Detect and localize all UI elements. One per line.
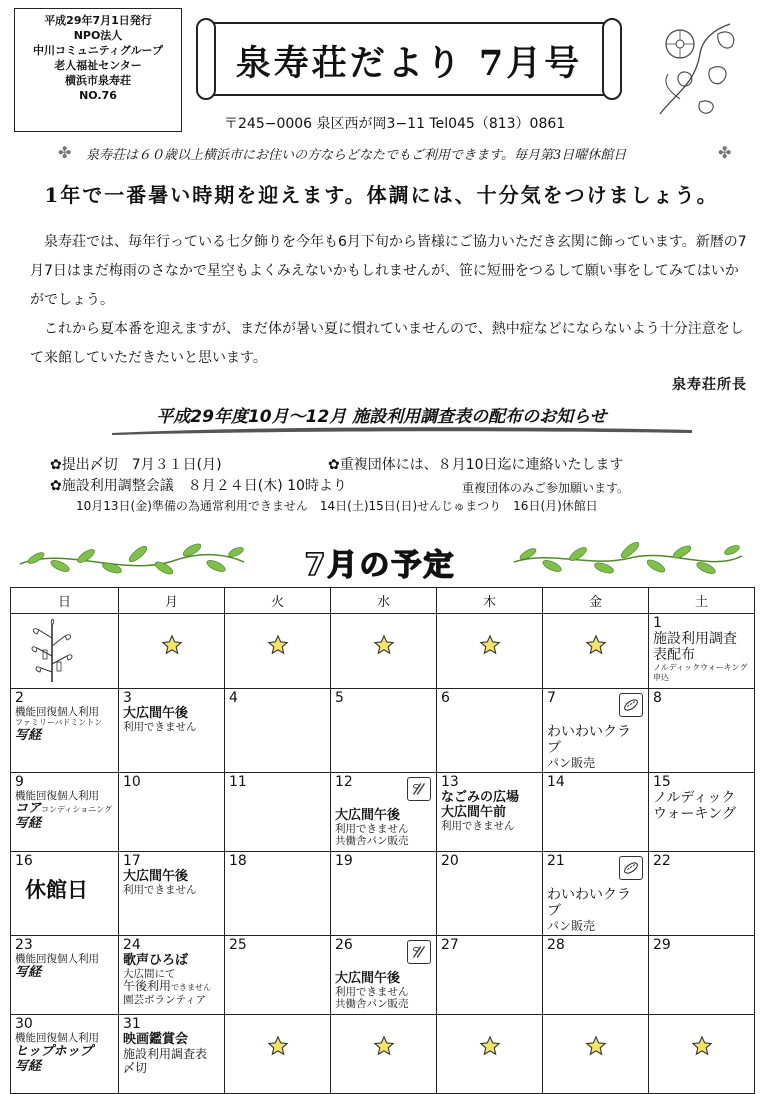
star-icon [653, 1035, 750, 1060]
event-text: 機能回復個人利用 [15, 953, 99, 965]
event-text: 写経 [15, 816, 42, 831]
clover-icon: ✤ [58, 143, 72, 162]
star-icon [229, 1035, 326, 1060]
calendar-day-22 [649, 852, 755, 936]
day-number: 4 [229, 690, 238, 706]
event-text: 施設利用調査 [653, 631, 737, 647]
day-number: 20 [441, 853, 459, 869]
day-number: 13 [441, 774, 459, 790]
calendar-day-19 [331, 852, 437, 936]
weekday-fri: 金 [543, 588, 649, 614]
day-number: 2 [15, 690, 24, 706]
event-note: 利用できません [123, 721, 197, 733]
calendar-day-3 [119, 689, 225, 773]
event-note: 午後利用 [123, 979, 172, 993]
day-number: 30 [15, 1016, 33, 1032]
meeting-note: 重複団体のみご参加願います。 [462, 481, 630, 495]
star-icon [441, 634, 538, 659]
bread-icon [619, 856, 643, 880]
duplicate-notice: ✿重複団体には、８月10日迄に連絡いたします [328, 457, 624, 473]
calendar-day-17 [119, 852, 225, 936]
calendar-day-20 [437, 852, 543, 936]
submission-deadline: ✿提出〆切 7月３１日(月) [50, 457, 222, 473]
day-number: 5 [335, 690, 344, 706]
day-number: 28 [547, 937, 565, 953]
calendar-day-27 [437, 936, 543, 1015]
weekday-header [11, 588, 755, 614]
calendar-week [11, 1015, 755, 1094]
calendar-cell-empty [543, 614, 649, 689]
calendar-cell-empty [543, 1015, 649, 1094]
event-text: パン販売 [547, 919, 596, 933]
day-number: 29 [653, 937, 671, 953]
day-number: 26 [335, 937, 353, 953]
bread-icon [619, 693, 643, 717]
morning-glory-icon [640, 14, 750, 124]
org-name: 中川コミュニティグループ [32, 44, 164, 57]
day-number: 10 [123, 774, 141, 790]
day-number: 27 [441, 937, 459, 953]
calendar-day-15 [649, 773, 755, 852]
event-text: コア [15, 801, 42, 816]
star-icon [335, 1035, 432, 1060]
day-number: 22 [653, 853, 671, 869]
star-icon [123, 634, 220, 659]
vine-icon [16, 538, 248, 580]
event-note: 利用できません [123, 884, 197, 896]
closed-day-label: 休館日 [25, 878, 88, 902]
calendar-day-8 [649, 689, 755, 773]
calendar-week [11, 689, 755, 773]
event-text: 大広間午後 [335, 971, 401, 986]
star-icon [441, 1035, 538, 1060]
calendar-day-26 [331, 936, 437, 1015]
adjustment-meeting: ✿施設利用調整会議 ８月２４日(木) 10時より [50, 478, 347, 494]
calendar-cell-empty [119, 614, 225, 689]
event-note: 利用できません [335, 986, 409, 998]
title-scroll [194, 16, 624, 100]
clover-icon: ✤ [718, 143, 732, 162]
event-note: 共働舎パン販売 [335, 998, 409, 1010]
event-text: 写経 [15, 728, 42, 743]
event-text: 映画鑑賞会 [123, 1032, 189, 1047]
facility-name: 横浜市泉寿荘 [65, 74, 131, 87]
bread-icon [407, 777, 431, 801]
calendar-day-2 [11, 689, 119, 773]
event-text: 大広間午後 [123, 869, 189, 884]
day-number: 21 [547, 853, 565, 869]
calendar-day-1 [649, 614, 755, 689]
event-note: 園芸ボランティア [123, 994, 207, 1006]
event-line [123, 980, 220, 994]
event-note: コンディショニング [41, 805, 113, 814]
org-type: NPO法人 [73, 29, 123, 42]
publisher-box [14, 8, 182, 132]
july-calendar [10, 587, 755, 1094]
calendar-day-18 [225, 852, 331, 936]
day-number: 17 [123, 853, 141, 869]
calendar-day-9 [11, 773, 119, 852]
day-number: 25 [229, 937, 247, 953]
signature: 泉寿荘所長 [672, 377, 747, 393]
calendar-week [11, 936, 755, 1015]
calendar-week [11, 773, 755, 852]
weekday-sun: 日 [11, 588, 119, 614]
calendar-cell-empty [225, 614, 331, 689]
event-note: 施設利用調査表 [123, 1047, 208, 1061]
day-number: 7 [547, 690, 556, 706]
issue-number: NO.76 [79, 89, 117, 102]
calendar-day-13 [437, 773, 543, 852]
calendar-cell-empty [225, 1015, 331, 1094]
event-text: わいわいクラブ [547, 887, 631, 919]
event-text: 大広間午前 [441, 805, 507, 820]
event-note: 利用できません [335, 823, 409, 835]
day-number: 16 [15, 853, 33, 869]
day-number: 18 [229, 853, 247, 869]
event-text: 歌声ひろば [123, 953, 189, 968]
october-schedule: 10月13日(金)準備の為通常利用できません 14日(土)15日(日)せんじゅまつり 16日(月)休館日 [76, 499, 598, 513]
event-note: 〆切 [123, 1061, 148, 1075]
day-number: 23 [15, 937, 33, 953]
day-number: 3 [123, 690, 132, 706]
address-line: 〒245−0006 泉区西が岡3−11 Tel045（813）0861 [224, 116, 566, 132]
day-number: 11 [229, 774, 247, 790]
event-text: パン販売 [547, 756, 596, 770]
day-number: 19 [335, 853, 353, 869]
calendar-week [11, 852, 755, 936]
calendar-day-28 [543, 936, 649, 1015]
event-note: ノルディックウォーキング [653, 663, 748, 672]
event-note: 利用できません [441, 820, 515, 832]
event-text: 表配布 [653, 647, 695, 663]
headline: 1年で一番暑い時期を迎えます。体調には、十分気をつけましょう。 [44, 183, 719, 207]
director-message [30, 228, 748, 373]
calendar-day-21 [543, 852, 649, 936]
weekday-wed: 水 [331, 588, 437, 614]
star-icon [335, 634, 432, 659]
star-icon [547, 634, 644, 659]
newsletter-title: 泉寿荘だより 7月号 [235, 43, 583, 84]
vine-icon [510, 538, 746, 580]
survey-notice-title: 平成29年度10月〜12月 施設利用調査表の配布のお知らせ [156, 407, 607, 427]
day-number: 8 [653, 690, 662, 706]
calendar-day-14 [543, 773, 649, 852]
calendar-day-5 [331, 689, 437, 773]
calendar-week [11, 614, 755, 689]
eligibility-notice: 泉寿荘は６０歳以上横浜市にお住いの方ならどなたでもご利用できます。毎月第3日曜休館日 [86, 148, 627, 163]
event-text: 大広間午後 [335, 808, 401, 823]
event-text: 写経 [15, 1059, 42, 1074]
swoosh-underline [112, 424, 692, 436]
calendar-day-25 [225, 936, 331, 1015]
calendar-cell-empty [11, 614, 119, 689]
day-number: 24 [123, 937, 141, 953]
calendar-day-23 [11, 936, 119, 1015]
weekday-tue: 火 [225, 588, 331, 614]
calendar-day-12 [331, 773, 437, 852]
event-line [15, 802, 114, 816]
star-icon [547, 1035, 644, 1060]
calendar-cell-empty [331, 1015, 437, 1094]
day-number: 12 [335, 774, 353, 790]
event-text: ヒップホップ [15, 1044, 93, 1059]
calendar-day-4 [225, 689, 331, 773]
calendar-day-31 [119, 1015, 225, 1094]
event-text: わいわいクラブ [547, 724, 631, 756]
event-text: 機能回復個人利用 [15, 1032, 99, 1044]
calendar-day-16 [11, 852, 119, 936]
weekday-sat: 土 [649, 588, 755, 614]
center-name: 老人福祉センター [54, 59, 142, 72]
day-number: 9 [15, 774, 24, 790]
event-note: 申込 [653, 673, 669, 682]
day-number: 6 [441, 690, 450, 706]
event-text: 写経 [15, 965, 42, 980]
calendar-cell-empty [437, 614, 543, 689]
bread-icon [407, 940, 431, 964]
day-number: 14 [547, 774, 565, 790]
event-text: ウォーキング [653, 806, 737, 822]
weekday-mon: 月 [119, 588, 225, 614]
star-icon [229, 634, 326, 659]
event-text: 機能回復個人利用 [15, 706, 99, 718]
message-paragraph: これから夏本番を迎えますが、まだ体が暑い夏に慣れていませんので、熱中症などにならないよう十分注意をして来館していただきたいと思います。 [30, 321, 744, 366]
calendar-day-29 [649, 936, 755, 1015]
calendar-cell-empty [649, 1015, 755, 1094]
event-note: ファミリーバドミントン [15, 718, 103, 727]
day-number: 31 [123, 1016, 141, 1032]
calendar-day-30 [11, 1015, 119, 1094]
day-number: 1 [653, 615, 662, 631]
day-number: 15 [653, 774, 671, 790]
month-schedule-title: 7月の予定 [304, 548, 456, 583]
calendar-day-7 [543, 689, 649, 773]
calendar-day-24 [119, 936, 225, 1015]
event-text: 機能回復個人利用 [15, 790, 99, 802]
calendar-cell-empty [331, 614, 437, 689]
event-note: 共働舎パン販売 [335, 835, 409, 847]
calendar-day-11 [225, 773, 331, 852]
event-note: できません [171, 983, 212, 992]
event-text: 大広間午後 [123, 706, 189, 721]
bamboo-icon [29, 618, 75, 684]
calendar-day-10 [119, 773, 225, 852]
publish-date: 平成29年7月1日発行 [44, 14, 152, 27]
message-paragraph: 泉寿荘では、毎年行っている七夕飾りを今年も6月下旬から皆様にご協力いただき玄関に飾っています。新暦の7月7日はまだ梅雨のさなかで星空もよくみえないかもしれませんが、笹に短冊をつるして願い事をしてみてはいかがでしょう。 [30, 234, 747, 308]
event-note: 大広間にて [123, 968, 176, 980]
event-text: ノルディック [653, 790, 736, 806]
event-text: なごみの広場 [441, 790, 520, 805]
weekday-thu: 木 [437, 588, 543, 614]
calendar-day-6 [437, 689, 543, 773]
calendar-cell-empty [437, 1015, 543, 1094]
